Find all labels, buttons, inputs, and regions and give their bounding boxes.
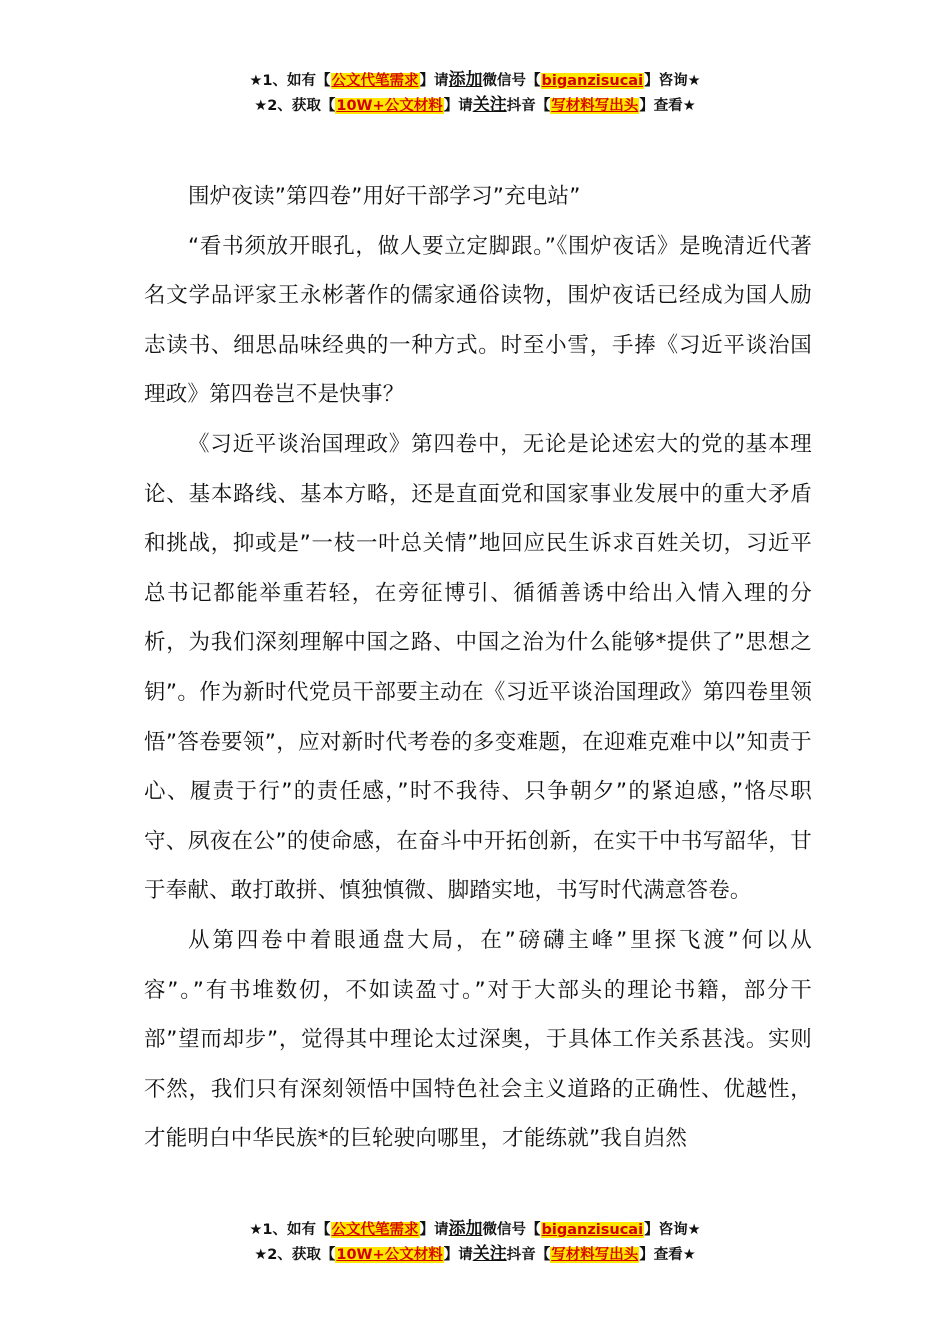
- banner-wechat-id: biganzisucai: [541, 73, 644, 89]
- paragraph: 从第四卷中着眼通盘大局，在”磅礴主峰”里探飞渡”何以从容”。”有书堆数仞，不如读盈寸。”对于大部头的理论书籍，部分干部”望而却步”，觉得其中理论太过深奥，于具体工作关系甚浅。实则不然，我们只有深刻领悟中国特色社会主义道路的正确性、优越性，才能明白中华民族*的巨轮驶向哪里，才能练就”我自岿然: [144, 927, 812, 1152]
- banner-text: ★1、如有【: [249, 73, 331, 89]
- banner-douyin-id: 写材料写出头: [551, 1247, 639, 1263]
- banner-text: ★1、如有【: [249, 1222, 331, 1238]
- banner-highlight: 公文代笔需求: [331, 73, 419, 89]
- banner-underlined-text: 添加: [448, 1219, 483, 1239]
- banner-underlined-text: 关注: [472, 1244, 507, 1264]
- banner-text: 】请: [419, 1222, 449, 1238]
- banner-text: ★2、获取【: [254, 1247, 336, 1263]
- banner-text: 】查看★: [639, 1247, 696, 1263]
- banner-text: 】请: [443, 98, 473, 114]
- banner-text: 】咨询★: [644, 73, 701, 89]
- document-body: [144, 172, 812, 1164]
- banner-text: 】查看★: [639, 98, 696, 114]
- document-title: 围炉夜读”第四卷”用好干部学习”充电站”: [188, 184, 581, 209]
- footer-banner: [0, 1217, 950, 1267]
- banner-text: 微信号【: [482, 73, 541, 89]
- banner-underlined-text: 关注: [472, 95, 507, 115]
- banner-text: 】咨询★: [644, 1222, 701, 1238]
- banner-line-1: [0, 1217, 950, 1242]
- banner-text: 微信号【: [482, 1222, 541, 1238]
- banner-text: 】请: [419, 73, 449, 89]
- banner-text: 抖音【: [506, 1247, 551, 1263]
- banner-highlight: 10W+公文材料: [336, 98, 443, 114]
- banner-line-1: [0, 68, 950, 93]
- banner-line-2: [0, 1242, 950, 1267]
- banner-highlight: 公文代笔需求: [331, 1222, 419, 1238]
- banner-wechat-id: biganzisucai: [541, 1222, 644, 1238]
- banner-highlight: 10W+公文材料: [336, 1247, 443, 1263]
- banner-text: 】请: [443, 1247, 473, 1263]
- paragraph: 《习近平谈治国理政》第四卷中，无论是论述宏大的党的基本理论、基本路线、基本方略，还是直面党和国家事业发展中的重大矛盾和挑战，抑或是”一枝一叶总关情”地回应民生诉求百姓关切，习近平总书记都能举重若轻，在旁征博引、循循善诱中给出入情入理的分析，为我们深刻理解中国之路、中国之治为什么能够*提供了”思想之钥”。作为新时代党员干部要主动在《习近平谈治国理政》第四卷里领悟”答卷要领”，应对新时代考卷的多变难题，在迎难克难中以”知责于心、履责于行”的责任感，”时不我待、只争朝夕”的紧迫感，”恪尽职守、夙夜在公”的使命感，在奋斗中开拓创新，在实干中书写韶华，甘于奉献、敢打敢拼、慎独慎微、脚踏实地，书写时代满意答卷。: [144, 431, 812, 904]
- banner-text: ★2、获取【: [254, 98, 336, 114]
- banner-text: 抖音【: [506, 98, 551, 114]
- banner-line-2: [0, 93, 950, 118]
- banner-underlined-text: 添加: [448, 70, 483, 90]
- header-banner: [0, 68, 950, 118]
- paragraph: “看书须放开眼孔，做人要立定脚跟。”《围炉夜话》是晚清近代著名文学品评家王永彬著作的儒家通俗读物，围炉夜话已经成为国人励志读书、细思品味经典的一种方式。时至小雪，手捧《习近平谈治国理政》第四卷岂不是快事？: [144, 233, 812, 408]
- banner-douyin-id: 写材料写出头: [551, 98, 639, 114]
